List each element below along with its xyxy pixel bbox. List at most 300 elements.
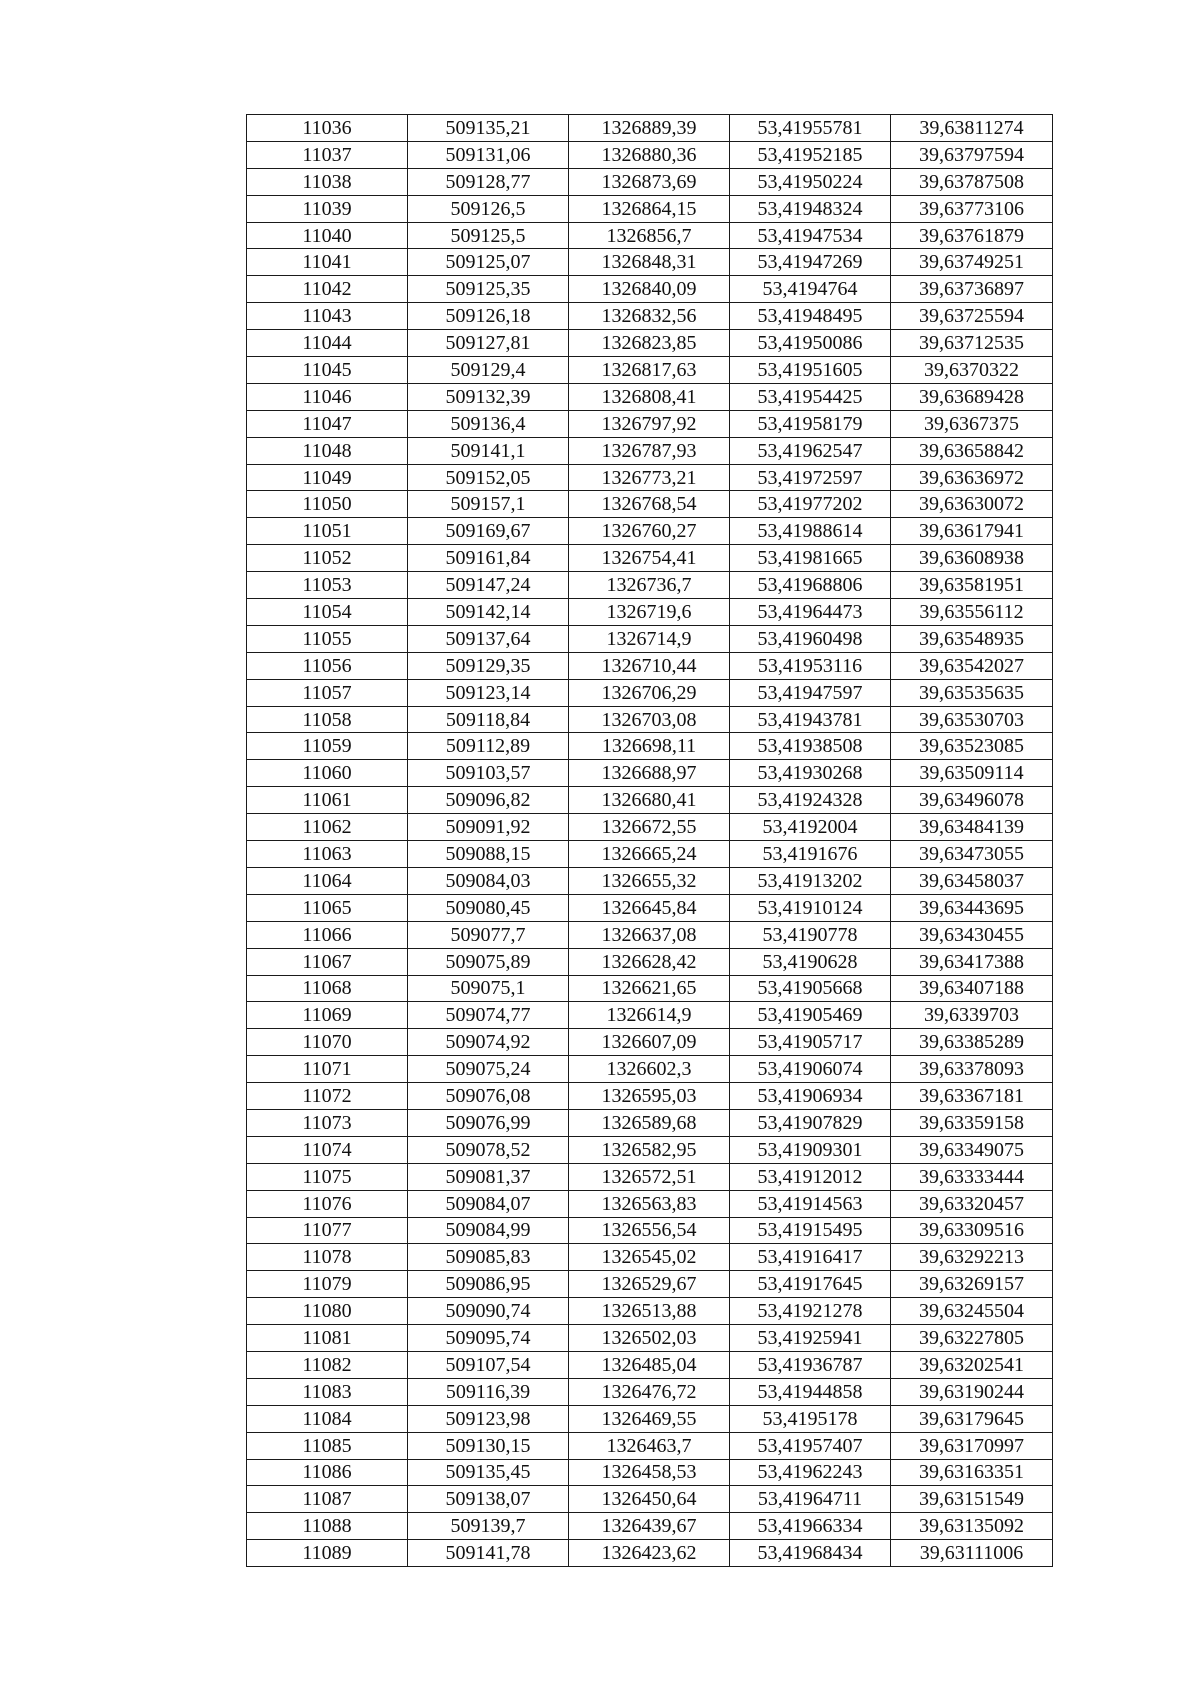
point-number-cell: 11078 (247, 1244, 408, 1271)
latitude-cell: 53,41968434 (730, 1540, 891, 1567)
table-row (247, 921, 1053, 948)
latitude-cell: 53,41912012 (730, 1163, 891, 1190)
longitude-cell: 39,63617941 (891, 518, 1053, 545)
latitude-cell: 53,41960498 (730, 625, 891, 652)
table-row (247, 572, 1053, 599)
point-number-cell: 11080 (247, 1298, 408, 1325)
coordinates-table (246, 114, 1053, 1567)
longitude-cell: 39,63349075 (891, 1136, 1053, 1163)
y-coordinate-cell: 1326582,95 (569, 1136, 730, 1163)
point-number-cell: 11042 (247, 276, 408, 303)
x-coordinate-cell: 509125,5 (408, 222, 569, 249)
y-coordinate-cell: 1326864,15 (569, 195, 730, 222)
y-coordinate-cell: 1326529,67 (569, 1271, 730, 1298)
table-row (247, 1136, 1053, 1163)
y-coordinate-cell: 1326873,69 (569, 168, 730, 195)
y-coordinate-cell: 1326832,56 (569, 303, 730, 330)
latitude-cell: 53,4192004 (730, 814, 891, 841)
longitude-cell: 39,63367181 (891, 1083, 1053, 1110)
longitude-cell: 39,63658842 (891, 437, 1053, 464)
y-coordinate-cell: 1326710,44 (569, 652, 730, 679)
x-coordinate-cell: 509157,1 (408, 491, 569, 518)
longitude-cell: 39,63443695 (891, 894, 1053, 921)
point-number-cell: 11049 (247, 464, 408, 491)
table-row (247, 141, 1053, 168)
x-coordinate-cell: 509130,15 (408, 1432, 569, 1459)
point-number-cell: 11045 (247, 357, 408, 384)
latitude-cell: 53,41950086 (730, 330, 891, 357)
latitude-cell: 53,4194764 (730, 276, 891, 303)
y-coordinate-cell: 1326602,3 (569, 1056, 730, 1083)
point-number-cell: 11053 (247, 572, 408, 599)
latitude-cell: 53,41948324 (730, 195, 891, 222)
table-row (247, 975, 1053, 1002)
latitude-cell: 53,41938508 (730, 733, 891, 760)
point-number-cell: 11085 (247, 1432, 408, 1459)
y-coordinate-cell: 1326476,72 (569, 1378, 730, 1405)
longitude-cell: 39,63535635 (891, 679, 1053, 706)
latitude-cell: 53,41952185 (730, 141, 891, 168)
point-number-cell: 11073 (247, 1109, 408, 1136)
x-coordinate-cell: 509152,05 (408, 464, 569, 491)
latitude-cell: 53,41907829 (730, 1109, 891, 1136)
y-coordinate-cell: 1326463,7 (569, 1432, 730, 1459)
point-number-cell: 11082 (247, 1351, 408, 1378)
point-number-cell: 11057 (247, 679, 408, 706)
longitude-cell: 39,63190244 (891, 1378, 1053, 1405)
latitude-cell: 53,41905717 (730, 1029, 891, 1056)
x-coordinate-cell: 509127,81 (408, 330, 569, 357)
x-coordinate-cell: 509084,03 (408, 867, 569, 894)
latitude-cell: 53,41906074 (730, 1056, 891, 1083)
point-number-cell: 11038 (247, 168, 408, 195)
y-coordinate-cell: 1326513,88 (569, 1298, 730, 1325)
point-number-cell: 11072 (247, 1083, 408, 1110)
y-coordinate-cell: 1326760,27 (569, 518, 730, 545)
point-number-cell: 11036 (247, 115, 408, 142)
longitude-cell: 39,63333444 (891, 1163, 1053, 1190)
x-coordinate-cell: 509075,24 (408, 1056, 569, 1083)
x-coordinate-cell: 509139,7 (408, 1513, 569, 1540)
latitude-cell: 53,41972597 (730, 464, 891, 491)
longitude-cell: 39,63151549 (891, 1486, 1053, 1513)
table-row (247, 1217, 1053, 1244)
latitude-cell: 53,41964473 (730, 599, 891, 626)
longitude-cell: 39,63111006 (891, 1540, 1053, 1567)
table-row (247, 491, 1053, 518)
y-coordinate-cell: 1326469,55 (569, 1405, 730, 1432)
x-coordinate-cell: 509147,24 (408, 572, 569, 599)
y-coordinate-cell: 1326628,42 (569, 948, 730, 975)
table-row (247, 1325, 1053, 1352)
point-number-cell: 11062 (247, 814, 408, 841)
latitude-cell: 53,4190628 (730, 948, 891, 975)
x-coordinate-cell: 509141,78 (408, 1540, 569, 1567)
latitude-cell: 53,41950224 (730, 168, 891, 195)
longitude-cell: 39,63135092 (891, 1513, 1053, 1540)
y-coordinate-cell: 1326688,97 (569, 760, 730, 787)
x-coordinate-cell: 509131,06 (408, 141, 569, 168)
latitude-cell: 53,41947534 (730, 222, 891, 249)
longitude-cell: 39,63689428 (891, 383, 1053, 410)
table-row (247, 1083, 1053, 1110)
table-row (247, 437, 1053, 464)
longitude-cell: 39,6339703 (891, 1002, 1053, 1029)
x-coordinate-cell: 509138,07 (408, 1486, 569, 1513)
x-coordinate-cell: 509125,35 (408, 276, 569, 303)
latitude-cell: 53,41947269 (730, 249, 891, 276)
x-coordinate-cell: 509080,45 (408, 894, 569, 921)
x-coordinate-cell: 509076,99 (408, 1109, 569, 1136)
table-row (247, 867, 1053, 894)
y-coordinate-cell: 1326808,41 (569, 383, 730, 410)
longitude-cell: 39,63245504 (891, 1298, 1053, 1325)
longitude-cell: 39,63496078 (891, 787, 1053, 814)
point-number-cell: 11089 (247, 1540, 408, 1567)
table-row (247, 760, 1053, 787)
table-row (247, 1432, 1053, 1459)
x-coordinate-cell: 509084,07 (408, 1190, 569, 1217)
table-row (247, 276, 1053, 303)
latitude-cell: 53,41924328 (730, 787, 891, 814)
point-number-cell: 11071 (247, 1056, 408, 1083)
table-row (247, 706, 1053, 733)
y-coordinate-cell: 1326706,29 (569, 679, 730, 706)
longitude-cell: 39,63712535 (891, 330, 1053, 357)
x-coordinate-cell: 509116,39 (408, 1378, 569, 1405)
y-coordinate-cell: 1326680,41 (569, 787, 730, 814)
longitude-cell: 39,63378093 (891, 1056, 1053, 1083)
longitude-cell: 39,63430455 (891, 921, 1053, 948)
x-coordinate-cell: 509096,82 (408, 787, 569, 814)
y-coordinate-cell: 1326703,08 (569, 706, 730, 733)
point-number-cell: 11069 (247, 1002, 408, 1029)
latitude-cell: 53,41953116 (730, 652, 891, 679)
point-number-cell: 11087 (247, 1486, 408, 1513)
longitude-cell: 39,63725594 (891, 303, 1053, 330)
table-row (247, 303, 1053, 330)
latitude-cell: 53,41925941 (730, 1325, 891, 1352)
point-number-cell: 11056 (247, 652, 408, 679)
y-coordinate-cell: 1326637,08 (569, 921, 730, 948)
longitude-cell: 39,63227805 (891, 1325, 1053, 1352)
table-row (247, 1351, 1053, 1378)
point-number-cell: 11063 (247, 841, 408, 868)
x-coordinate-cell: 509132,39 (408, 383, 569, 410)
table-row (247, 679, 1053, 706)
table-row (247, 1486, 1053, 1513)
point-number-cell: 11051 (247, 518, 408, 545)
longitude-cell: 39,63630072 (891, 491, 1053, 518)
x-coordinate-cell: 509125,07 (408, 249, 569, 276)
table-row (247, 1298, 1053, 1325)
table-row (247, 1540, 1053, 1567)
x-coordinate-cell: 509077,7 (408, 921, 569, 948)
latitude-cell: 53,41943781 (730, 706, 891, 733)
x-coordinate-cell: 509081,37 (408, 1163, 569, 1190)
latitude-cell: 53,41958179 (730, 410, 891, 437)
y-coordinate-cell: 1326645,84 (569, 894, 730, 921)
x-coordinate-cell: 509169,67 (408, 518, 569, 545)
longitude-cell: 39,63761879 (891, 222, 1053, 249)
latitude-cell: 53,41905668 (730, 975, 891, 1002)
y-coordinate-cell: 1326719,6 (569, 599, 730, 626)
x-coordinate-cell: 509074,92 (408, 1029, 569, 1056)
x-coordinate-cell: 509076,08 (408, 1083, 569, 1110)
longitude-cell: 39,63269157 (891, 1271, 1053, 1298)
y-coordinate-cell: 1326736,7 (569, 572, 730, 599)
y-coordinate-cell: 1326556,54 (569, 1217, 730, 1244)
latitude-cell: 53,41962547 (730, 437, 891, 464)
point-number-cell: 11077 (247, 1217, 408, 1244)
longitude-cell: 39,63309516 (891, 1217, 1053, 1244)
longitude-cell: 39,63773106 (891, 195, 1053, 222)
latitude-cell: 53,41962243 (730, 1459, 891, 1486)
longitude-cell: 39,63385289 (891, 1029, 1053, 1056)
y-coordinate-cell: 1326880,36 (569, 141, 730, 168)
y-coordinate-cell: 1326797,92 (569, 410, 730, 437)
x-coordinate-cell: 509085,83 (408, 1244, 569, 1271)
table-row (247, 464, 1053, 491)
table-row (247, 733, 1053, 760)
x-coordinate-cell: 509095,74 (408, 1325, 569, 1352)
x-coordinate-cell: 509086,95 (408, 1271, 569, 1298)
x-coordinate-cell: 509129,35 (408, 652, 569, 679)
point-number-cell: 11040 (247, 222, 408, 249)
table-row (247, 1002, 1053, 1029)
latitude-cell: 53,41964711 (730, 1486, 891, 1513)
latitude-cell: 53,41909301 (730, 1136, 891, 1163)
latitude-cell: 53,41988614 (730, 518, 891, 545)
latitude-cell: 53,41930268 (730, 760, 891, 787)
y-coordinate-cell: 1326589,68 (569, 1109, 730, 1136)
latitude-cell: 53,41910124 (730, 894, 891, 921)
x-coordinate-cell: 509123,98 (408, 1405, 569, 1432)
y-coordinate-cell: 1326502,03 (569, 1325, 730, 1352)
x-coordinate-cell: 509135,21 (408, 115, 569, 142)
y-coordinate-cell: 1326848,31 (569, 249, 730, 276)
latitude-cell: 53,41957407 (730, 1432, 891, 1459)
x-coordinate-cell: 509091,92 (408, 814, 569, 841)
point-number-cell: 11047 (247, 410, 408, 437)
point-number-cell: 11084 (247, 1405, 408, 1432)
x-coordinate-cell: 509075,1 (408, 975, 569, 1002)
table-row (247, 545, 1053, 572)
point-number-cell: 11054 (247, 599, 408, 626)
table-row (247, 357, 1053, 384)
y-coordinate-cell: 1326889,39 (569, 115, 730, 142)
table-row (247, 625, 1053, 652)
y-coordinate-cell: 1326485,04 (569, 1351, 730, 1378)
longitude-cell: 39,63749251 (891, 249, 1053, 276)
x-coordinate-cell: 509161,84 (408, 545, 569, 572)
point-number-cell: 11066 (247, 921, 408, 948)
y-coordinate-cell: 1326817,63 (569, 357, 730, 384)
y-coordinate-cell: 1326856,7 (569, 222, 730, 249)
y-coordinate-cell: 1326614,9 (569, 1002, 730, 1029)
latitude-cell: 53,41981665 (730, 545, 891, 572)
table-row (247, 168, 1053, 195)
longitude-cell: 39,63581951 (891, 572, 1053, 599)
table-row (247, 1109, 1053, 1136)
longitude-cell: 39,63636972 (891, 464, 1053, 491)
latitude-cell: 53,41914563 (730, 1190, 891, 1217)
x-coordinate-cell: 509135,45 (408, 1459, 569, 1486)
latitude-cell: 53,41936787 (730, 1351, 891, 1378)
x-coordinate-cell: 509090,74 (408, 1298, 569, 1325)
latitude-cell: 53,41954425 (730, 383, 891, 410)
longitude-cell: 39,63530703 (891, 706, 1053, 733)
x-coordinate-cell: 509112,89 (408, 733, 569, 760)
latitude-cell: 53,41944858 (730, 1378, 891, 1405)
table-row (247, 599, 1053, 626)
latitude-cell: 53,41977202 (730, 491, 891, 518)
table-row (247, 841, 1053, 868)
y-coordinate-cell: 1326458,53 (569, 1459, 730, 1486)
latitude-cell: 53,41966334 (730, 1513, 891, 1540)
table-row (247, 1378, 1053, 1405)
longitude-cell: 39,6367375 (891, 410, 1053, 437)
latitude-cell: 53,41968806 (730, 572, 891, 599)
x-coordinate-cell: 509107,54 (408, 1351, 569, 1378)
latitude-cell: 53,41951605 (730, 357, 891, 384)
y-coordinate-cell: 1326607,09 (569, 1029, 730, 1056)
point-number-cell: 11064 (247, 867, 408, 894)
longitude-cell: 39,63202541 (891, 1351, 1053, 1378)
point-number-cell: 11070 (247, 1029, 408, 1056)
latitude-cell: 53,41921278 (730, 1298, 891, 1325)
y-coordinate-cell: 1326773,21 (569, 464, 730, 491)
table-row (247, 1163, 1053, 1190)
y-coordinate-cell: 1326787,93 (569, 437, 730, 464)
x-coordinate-cell: 509137,64 (408, 625, 569, 652)
longitude-cell: 39,6370322 (891, 357, 1053, 384)
point-number-cell: 11075 (247, 1163, 408, 1190)
longitude-cell: 39,63556112 (891, 599, 1053, 626)
table-row (247, 894, 1053, 921)
x-coordinate-cell: 509078,52 (408, 1136, 569, 1163)
x-coordinate-cell: 509075,89 (408, 948, 569, 975)
y-coordinate-cell: 1326665,24 (569, 841, 730, 868)
y-coordinate-cell: 1326563,83 (569, 1190, 730, 1217)
longitude-cell: 39,63458037 (891, 867, 1053, 894)
latitude-cell: 53,41916417 (730, 1244, 891, 1271)
longitude-cell: 39,63473055 (891, 841, 1053, 868)
point-number-cell: 11041 (247, 249, 408, 276)
longitude-cell: 39,63523085 (891, 733, 1053, 760)
y-coordinate-cell: 1326698,11 (569, 733, 730, 760)
point-number-cell: 11060 (247, 760, 408, 787)
point-number-cell: 11039 (247, 195, 408, 222)
table-row (247, 195, 1053, 222)
table-row (247, 383, 1053, 410)
point-number-cell: 11079 (247, 1271, 408, 1298)
x-coordinate-cell: 509103,57 (408, 760, 569, 787)
longitude-cell: 39,63787508 (891, 168, 1053, 195)
x-coordinate-cell: 509126,5 (408, 195, 569, 222)
point-number-cell: 11074 (247, 1136, 408, 1163)
table-row (247, 1056, 1053, 1083)
y-coordinate-cell: 1326572,51 (569, 1163, 730, 1190)
longitude-cell: 39,63484139 (891, 814, 1053, 841)
longitude-cell: 39,63179645 (891, 1405, 1053, 1432)
point-number-cell: 11068 (247, 975, 408, 1002)
point-number-cell: 11088 (247, 1513, 408, 1540)
table-row (247, 948, 1053, 975)
longitude-cell: 39,63320457 (891, 1190, 1053, 1217)
latitude-cell: 53,41906934 (730, 1083, 891, 1110)
x-coordinate-cell: 509141,1 (408, 437, 569, 464)
point-number-cell: 11059 (247, 733, 408, 760)
x-coordinate-cell: 509074,77 (408, 1002, 569, 1029)
table-row (247, 814, 1053, 841)
table-row (247, 410, 1053, 437)
point-number-cell: 11043 (247, 303, 408, 330)
y-coordinate-cell: 1326621,65 (569, 975, 730, 1002)
point-number-cell: 11067 (247, 948, 408, 975)
point-number-cell: 11058 (247, 706, 408, 733)
longitude-cell: 39,63608938 (891, 545, 1053, 572)
point-number-cell: 11048 (247, 437, 408, 464)
latitude-cell: 53,4191676 (730, 841, 891, 868)
longitude-cell: 39,63407188 (891, 975, 1053, 1002)
point-number-cell: 11076 (247, 1190, 408, 1217)
longitude-cell: 39,63811274 (891, 115, 1053, 142)
x-coordinate-cell: 509126,18 (408, 303, 569, 330)
table-row (247, 1405, 1053, 1432)
point-number-cell: 11050 (247, 491, 408, 518)
y-coordinate-cell: 1326672,55 (569, 814, 730, 841)
table-row (247, 518, 1053, 545)
x-coordinate-cell: 509088,15 (408, 841, 569, 868)
point-number-cell: 11083 (247, 1378, 408, 1405)
longitude-cell: 39,63359158 (891, 1109, 1053, 1136)
longitude-cell: 39,63163351 (891, 1459, 1053, 1486)
x-coordinate-cell: 509118,84 (408, 706, 569, 733)
y-coordinate-cell: 1326823,85 (569, 330, 730, 357)
y-coordinate-cell: 1326840,09 (569, 276, 730, 303)
point-number-cell: 11052 (247, 545, 408, 572)
y-coordinate-cell: 1326439,67 (569, 1513, 730, 1540)
latitude-cell: 53,41905469 (730, 1002, 891, 1029)
coordinates-table-body (247, 115, 1053, 1567)
latitude-cell: 53,41955781 (730, 115, 891, 142)
latitude-cell: 53,41917645 (730, 1271, 891, 1298)
point-number-cell: 11065 (247, 894, 408, 921)
y-coordinate-cell: 1326714,9 (569, 625, 730, 652)
latitude-cell: 53,4190778 (730, 921, 891, 948)
y-coordinate-cell: 1326450,64 (569, 1486, 730, 1513)
latitude-cell: 53,41948495 (730, 303, 891, 330)
table-row (247, 222, 1053, 249)
point-number-cell: 11081 (247, 1325, 408, 1352)
table-row (247, 1029, 1053, 1056)
y-coordinate-cell: 1326545,02 (569, 1244, 730, 1271)
y-coordinate-cell: 1326768,54 (569, 491, 730, 518)
x-coordinate-cell: 509123,14 (408, 679, 569, 706)
x-coordinate-cell: 509128,77 (408, 168, 569, 195)
x-coordinate-cell: 509084,99 (408, 1217, 569, 1244)
longitude-cell: 39,63797594 (891, 141, 1053, 168)
y-coordinate-cell: 1326595,03 (569, 1083, 730, 1110)
table-row (247, 115, 1053, 142)
longitude-cell: 39,63292213 (891, 1244, 1053, 1271)
table-row (247, 1459, 1053, 1486)
point-number-cell: 11055 (247, 625, 408, 652)
latitude-cell: 53,41915495 (730, 1217, 891, 1244)
y-coordinate-cell: 1326754,41 (569, 545, 730, 572)
x-coordinate-cell: 509136,4 (408, 410, 569, 437)
